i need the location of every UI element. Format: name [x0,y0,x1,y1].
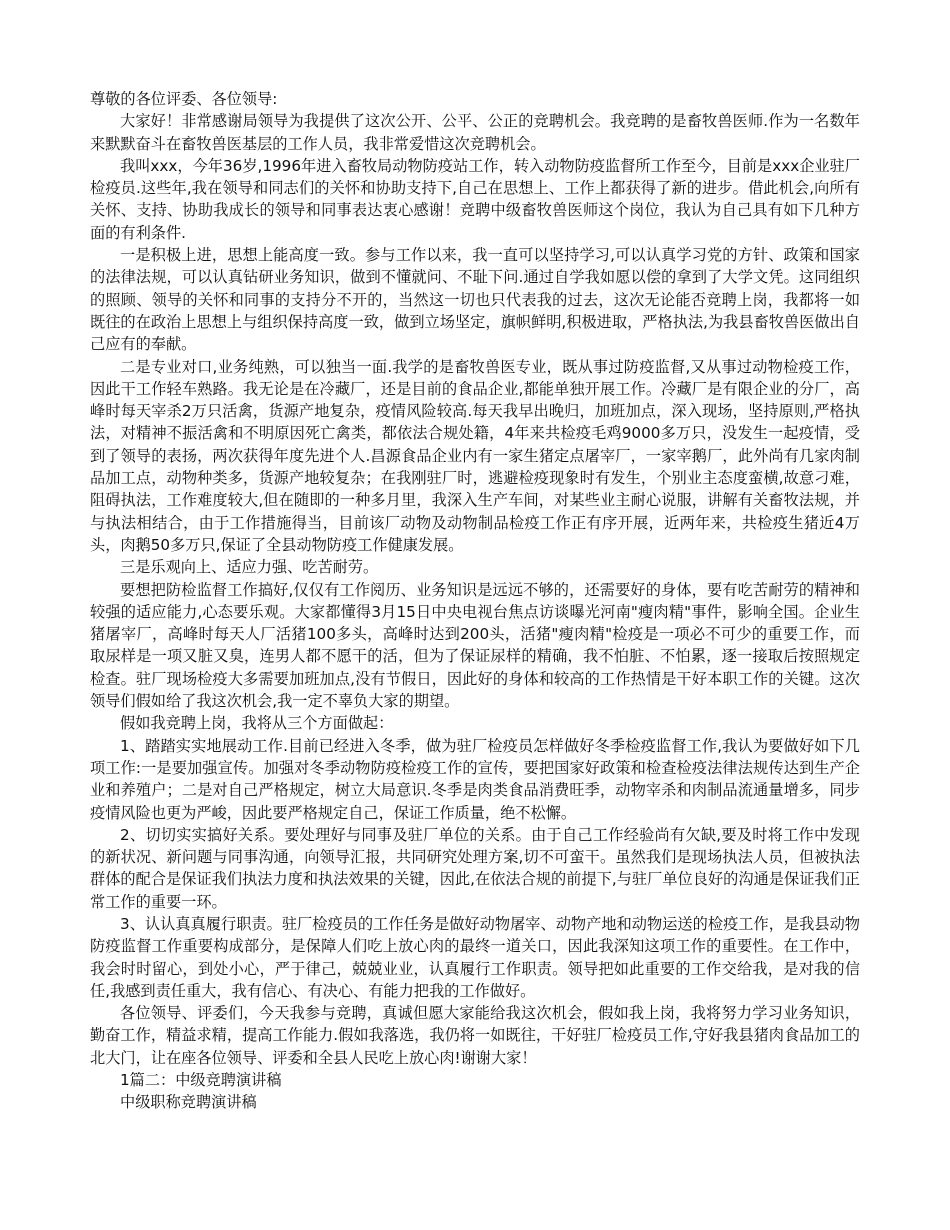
paragraph-point-two: 二是专业对口,业务纯熟，可以独当一面.我学的是畜牧兽医专业，既从事过防疫监督,又从事过动物检疫工作，因此干工作轻车熟路。我无论是在冷藏厂，还是目前的食品企业,都能单独开展工作。冷藏厂是有限企业的分厂，高峰时每天宰杀2万只活禽，货源产地复杂，疫情风险较高.每天我早出晚归，加班加点，深入现场，坚持原则,严格执法，对精神不振活禽和不明原因死亡禽类，都依法合规处籍，4年来共检疫毛鸡9000多万只，没发生一起疫情，受到了领导的表扬，两次获得年度先进个人.昌源食品企业内有一家生猪定点屠宰厂，一家宰鹅厂，此外尚有几家肉制品加工点，动物种类多，货源产地较复杂；在我刚驻厂时，逃避检疫现象时有发生，个别业主态度蛮横,故意刁难，阻碍执法，工作难度较大,但在随即的一种多月里，我深入生产车间，对某些业主耐心说服，讲解有关畜牧法规，并与执法相结合，由于工作措施得当，目前该厂动物及动物制品检疫工作正有序开展，近两年来，共检疫生猪近4万头，肉鹅50多万只,保证了全县动物防疫工作健康发展。 [90,357,860,554]
section-subtitle: 中级职称竞聘演讲稿 [120,1093,257,1112]
paragraph-point-one: 一是积极上进，思想上能高度一致。参与工作以来，我一直可以坚持学习,可以认真学习党的方针、政策和国家的法律法规，可以认真钻研业务知识，做到不懂就问、不耻下问.通过自学我如愿以偿的拿到了大学文凭。这同组织的照顾、领导的关怀和同事的支持分不开的，当然这一切也只代表我的过去，这次无论能否竞聘上岗，我都将一如既往的在政治上思想上与组织保持高度一致，做到立场坚定，旗帜鲜明,积极进取，严格执法,为我县畜牧兽医做出自己应有的奉献。 [90,246,860,354]
paragraph-plan-one: 1、踏踏实实地展动工作.目前已经进入冬季，做为驻厂检疫员怎样做好冬季检疫监督工作,我认为要做好如下几项工作:一是要加强宣传。加强对冬季动物防疫检疫工作的宣传，要把国家好政策和检查检疫法律法规传达到生产企业和养殖户；二是对自己严格规定，树立大局意识.冬季是肉类食品消费旺季，动物宰杀和肉制品流通量增多，同步疫情风险也更为严峻，因此要严格规定自己，保证工作质量，绝不松懈。 [90,736,860,822]
greeting-line: 尊敬的各位评委、各位领导: [90,90,278,108]
paragraph-plan-intro: 假如我竞聘上岗，我将从三个方面做起： [120,714,394,733]
paragraph-thanks: 大家好！非常感谢局领导为我提供了这次公开、公平、公正的竞聘机会。我竞聘的是畜牧兽医师.作为一名数年来默默奋斗在畜牧兽医基层的工作人员，我非常爱惜这次竞聘机会。 [90,112,860,153]
paragraph-self-intro: 我叫xxx，今年36岁,1996年进入畜牧局动物防疫站工作，转入动物防疫监督所工作至今，目前是xxx企业驻厂检疫员.这些年,我在领导和同志们的关怀和协助支持下,自己在思想上、工作上都获得了新的进步。借此机会,向所有关怀、支持、协助我成长的领导和同事表达衷心感谢！竞聘中级畜牧兽医师这个岗位，我认为自己具有如下几种方面的有利条件. [90,156,860,242]
paragraph-point-three-body: 要想把防检监督工作搞好,仅仅有工作阅历、业务知识是远远不够的，还需要好的身体，要有吃苦耐劳的精神和较强的适应能力,心态要乐观。大家都懂得3月15日中央电视台焦点访谈曝光河南"瘦肉精"事件，影响全国。企业生猪屠宰厂，高峰时每天人厂活猪100多头，高峰时达到200头，活猪"瘦肉精"检疫是一项必不可少的重要工作，而取尿样是一项又脏又臭，连男人都不愿干的活，但为了保证尿样的精确，我不怕脏、不怕累，逐一接取后按照规定检查。驻厂现场检疫大多需要加班加点,没有节假日，因此好的身体和较高的工作热情是干好本职工作的关键。这次领导们假如给了我这次机会,我一定不辜负大家的期望。 [90,580,860,711]
paragraph-closing: 各位领导、评委们，今天我参与竞聘，真诚但愿大家能给我这次机会，假如我上岗，我将努力学习业务知识，勤奋工作，精益求精，提高工作能力.假如我落选，我仍将一如既往，干好驻厂检疫员工作,守好我县猪肉食品加工的北大门，让在座各位领导、评委和全县人民吃上放心肉!谢谢大家！ [90,1004,860,1067]
paragraph-plan-three: 3、认认真真履行职责。驻厂检疫员的工作任务是做好动物屠宰、动物产地和动物运送的检疫工作，是我县动物防疫监督工作重要构成部分，是保障人们吃上放心肉的最终一道关口，因此我深知这项工作的重要性。在工作中，我会时时留心，到处小心，严于律己，兢兢业业，认真履行工作职责。领导把如此重要的工作交给我，是对我的信任,我感到责任重大，我有信心、有决心、有能力把我的工作做好。 [90,914,860,1000]
section-title: 1篇二：中级竞聘演讲稿 [120,1071,282,1090]
paragraph-plan-two: 2、切切实实搞好关系。要处理好与同事及驻厂单位的关系。由于自己工作经验尚有欠缺,要及时将工作中发现的新状况、新问题与同事沟通，向领导汇报，共同研究处理方案,切不可蛮干。虽然我们是现场执法人员，但被执法群体的配合是保证我们执法力度和执法效果的关键，因此,在依法合规的前提下,与驻厂单位良好的沟通是保证我们正常工作的重要一环。 [90,825,860,911]
paragraph-point-three-heading: 三是乐观向上、适应力强、吃苦耐劳。 [120,558,379,577]
